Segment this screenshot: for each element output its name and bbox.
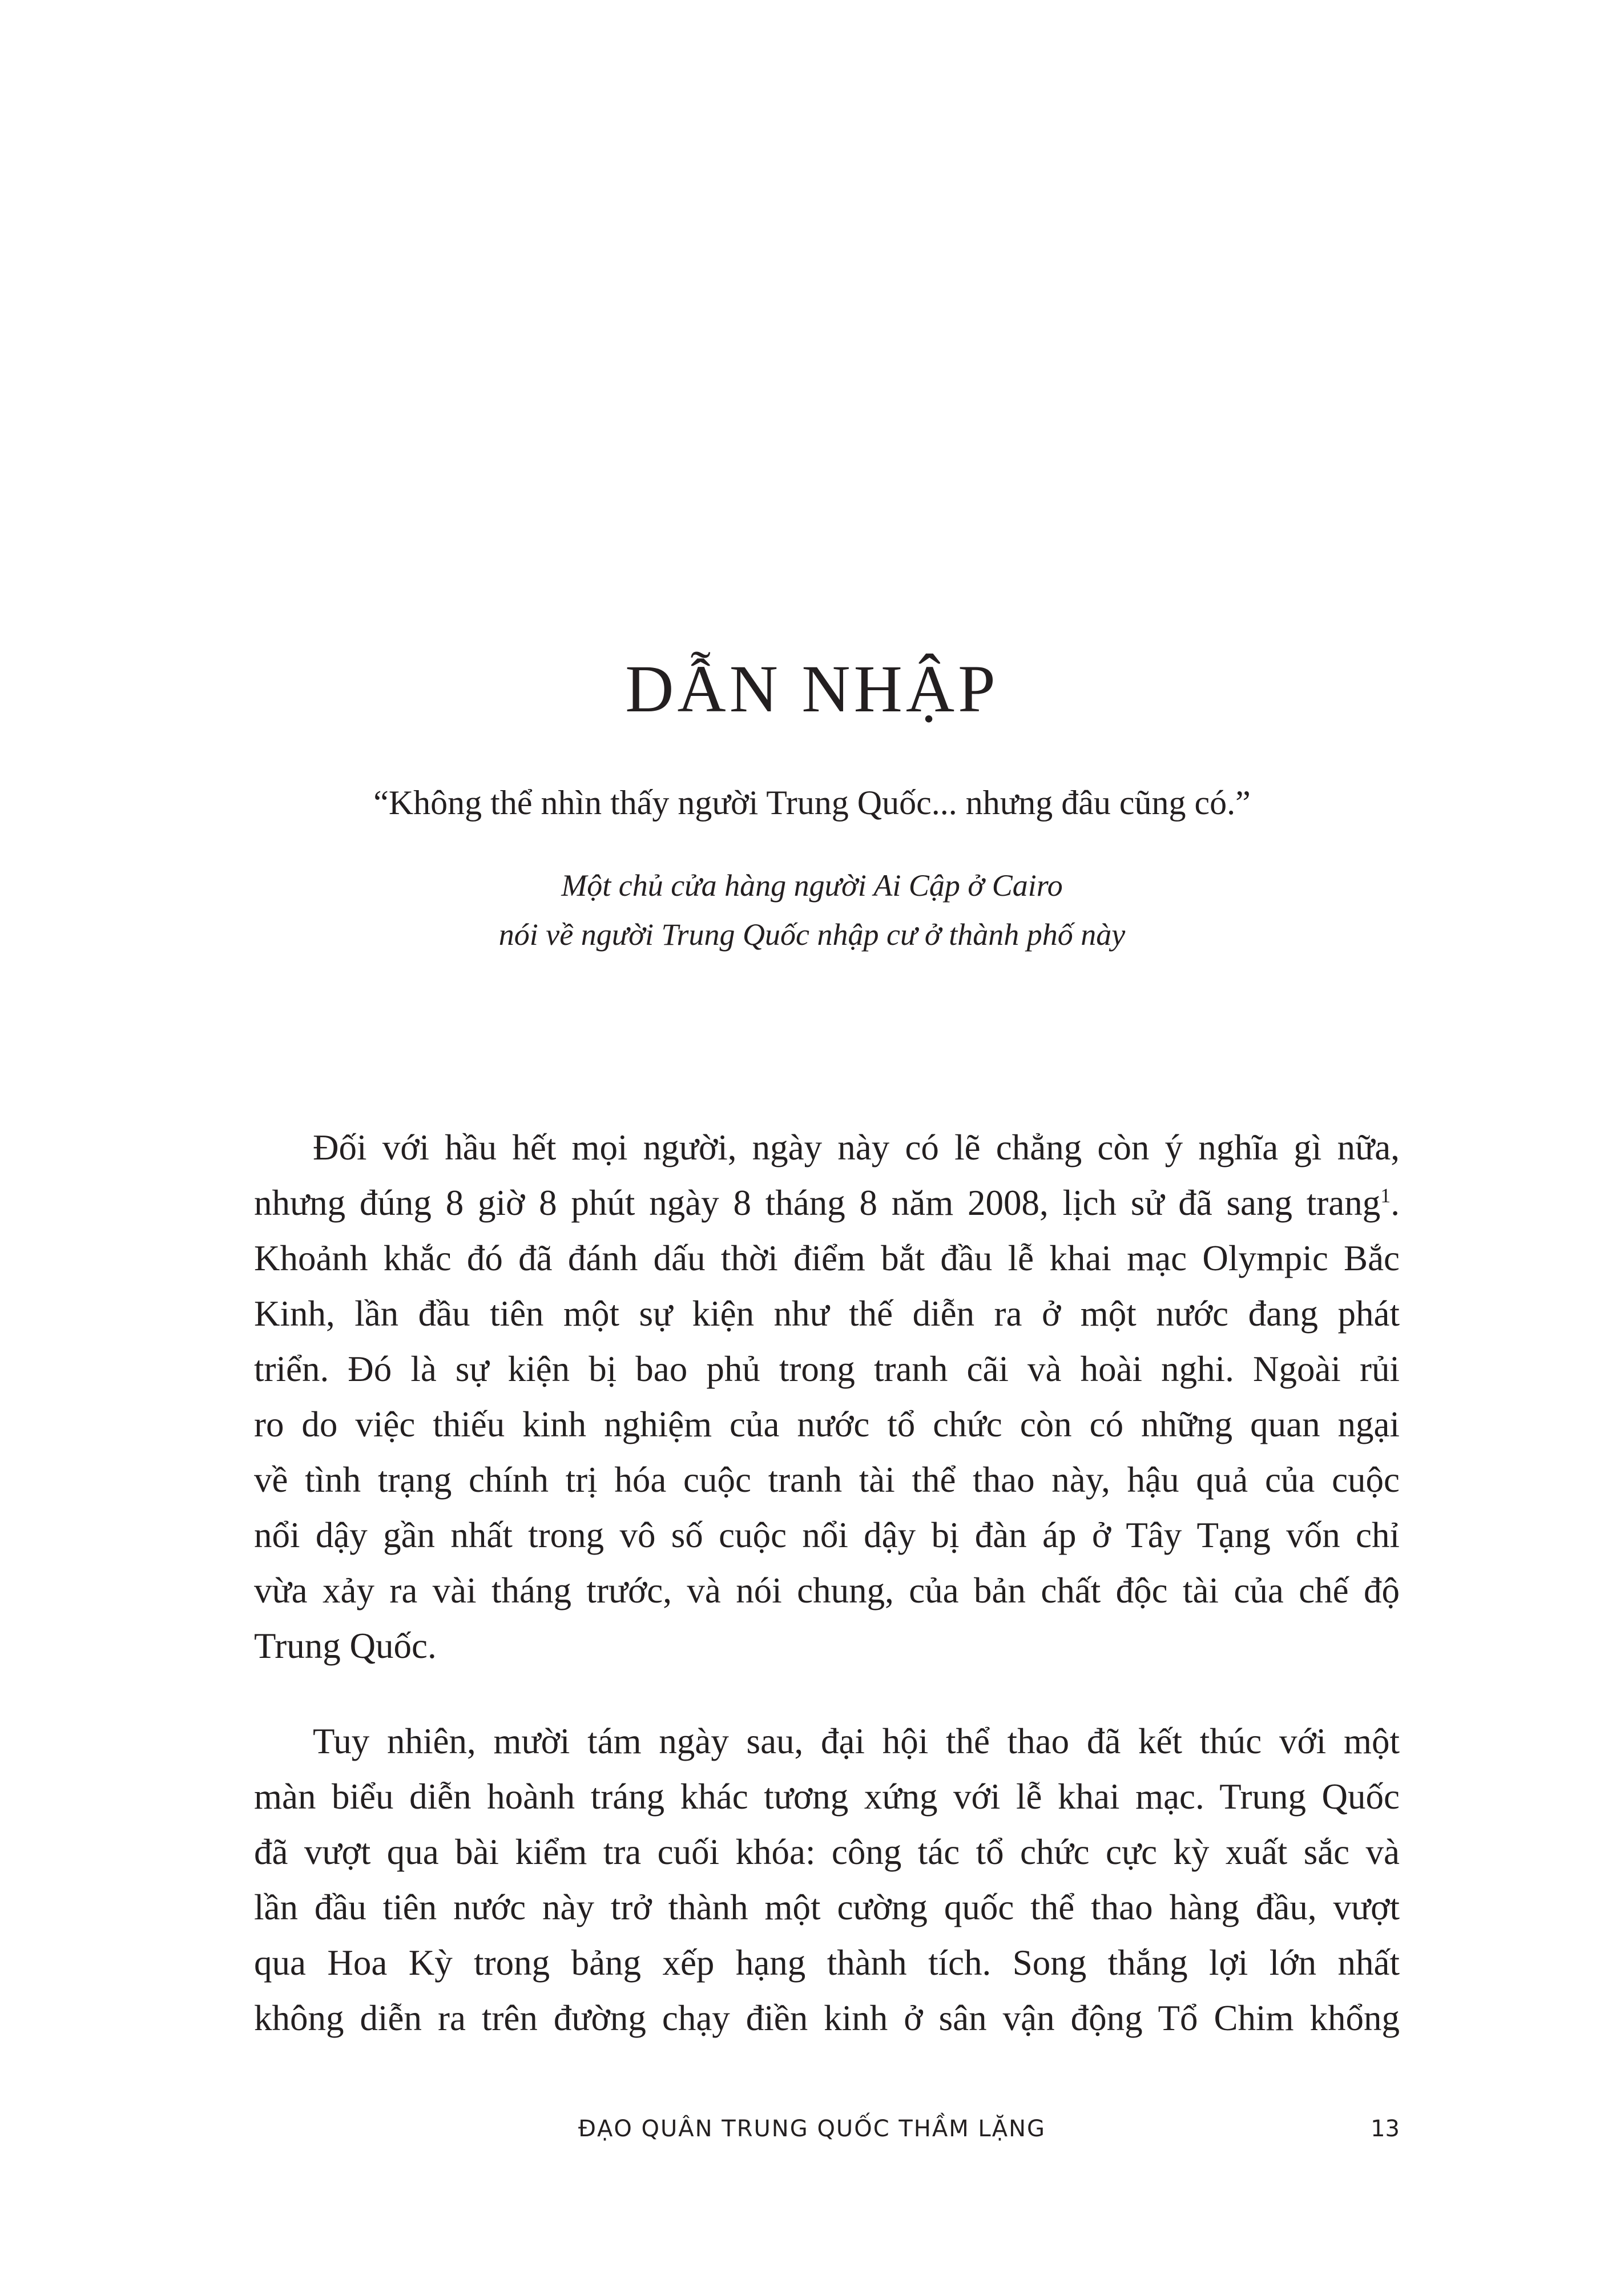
text-line: Khoảnh khắc đó đã đánh dấu thời điểm bắt đầu lễ khai mạc Olympic Bắc [254,1238,1400,1278]
chapter-title: DẪN NHẬP [625,651,999,727]
text-line: không diễn ra trên đường chạy điền kinh ở sân vận động Tổ Chim khổng [254,1998,1400,2038]
text-line-content: nhưng đúng 8 giờ 8 phút ngày 8 tháng 8 năm 2008, lịch sử đã sang trang [254,1183,1381,1223]
text-line-punct: . [1391,1183,1400,1223]
text-line [254,1175,1400,1231]
text-line: nổi dậy gần nhất trong vô số cuộc nổi dậy bị đàn áp ở Tây Tạng vốn chỉ [254,1515,1400,1555]
text-line: Đối với hầu hết mọi người, ngày này có lẽ chẳng còn ý nghĩa gì nữa, [313,1128,1400,1167]
text-line: lần đầu tiên nước này trở thành một cường quốc thể thao hàng đầu, vượt [254,1887,1400,1927]
footnote-ref[interactable]: 1 [1380,1184,1391,1207]
epigraph-attribution-line-1: Một chủ cửa hàng người Ai Cập ở Cairo [561,868,1063,903]
text-line: qua Hoa Kỳ trong bảng xếp hạng thành tích. Song thắng lợi lớn nhất [254,1943,1400,1983]
paragraph-1 [254,1120,1400,1674]
epigraph-attribution-line-2: nói về người Trung Quốc nhập cư ở thành phố này [498,917,1126,952]
text-line: Trung Quốc. [254,1626,437,1666]
epigraph-quote: “Không thể nhìn thấy người Trung Quốc... nhưng đâu cũng có.” [373,784,1251,822]
paragraph-2 [254,1714,1400,2046]
page-number: 13 [1371,2116,1400,2142]
running-footer-title: ĐẠO QUÂN TRUNG QUỐC THẦM LẶNG [578,2116,1046,2142]
text-line: về tình trạng chính trị hóa cuộc tranh tài thể thao này, hậu quả của cuộc [254,1460,1400,1500]
text-line: đã vượt qua bài kiểm tra cuối khóa: công tác tổ chức cực kỳ xuất sắc và [254,1832,1400,1872]
text-line: ro do việc thiếu kinh nghiệm của nước tổ chức còn có những quan ngại [254,1404,1400,1444]
text-line: triển. Đó là sự kiện bị bao phủ trong tranh cãi và hoài nghi. Ngoài rủi [254,1349,1400,1389]
text-line: Kinh, lần đầu tiên một sự kiện như thế diễn ra ở một nước đang phát [254,1294,1400,1334]
text-line: màn biểu diễn hoành tráng khác tương xứng với lễ khai mạc. Trung Quốc [254,1777,1400,1817]
text-line: vừa xảy ra vài tháng trước, và nói chung, của bản chất độc tài của chế độ [254,1571,1400,1610]
text-line: Tuy nhiên, mười tám ngày sau, đại hội thể thao đã kết thúc với một [313,1721,1400,1761]
